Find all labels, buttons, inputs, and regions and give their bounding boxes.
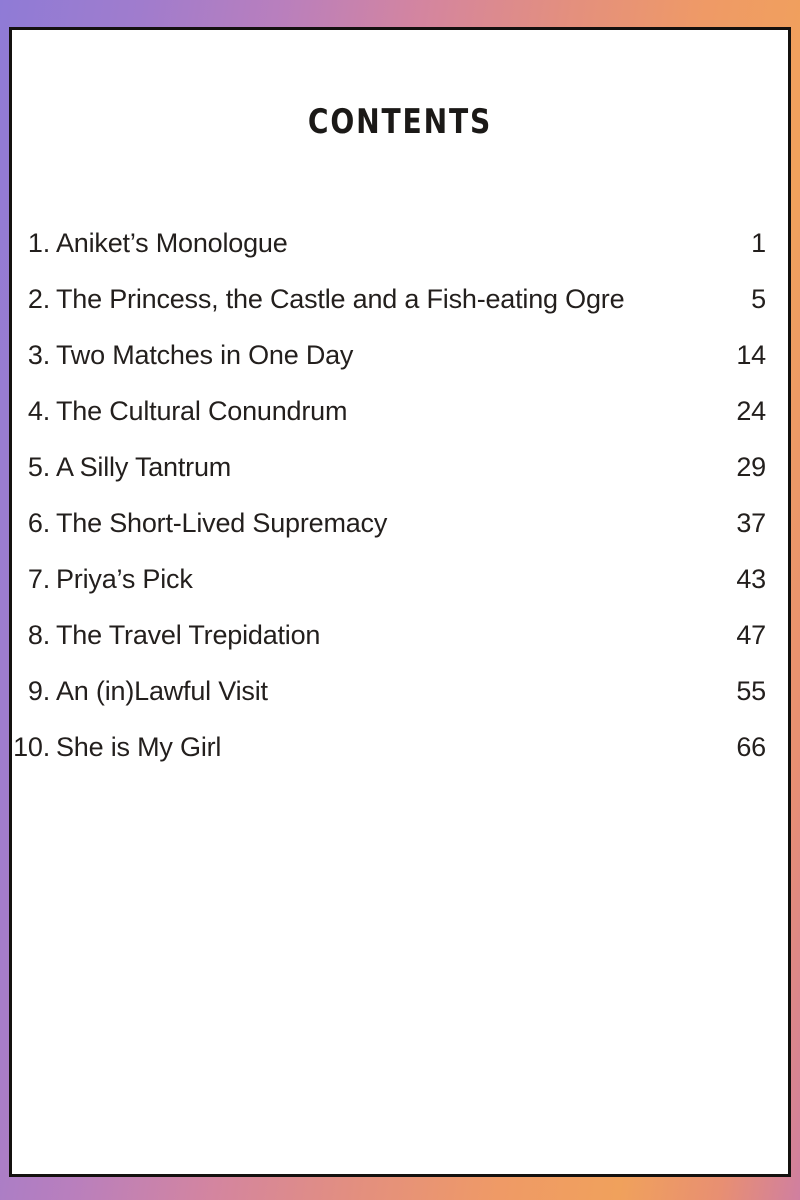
- entry-number: 8.: [27, 620, 50, 650]
- page-title: CONTENTS: [307, 102, 493, 142]
- entry-title: Aniket’s Monologue: [56, 228, 288, 258]
- entry-number: 9.: [27, 676, 50, 706]
- entry-page-number: 5: [751, 284, 766, 314]
- entry-title: An (in)Lawful Visit: [56, 676, 268, 706]
- entry-number: 4.: [27, 396, 50, 426]
- entry-number: 6.: [27, 508, 50, 538]
- list-item[interactable]: [4, 228, 766, 284]
- entry-number: 1.: [27, 228, 50, 258]
- entry-number: 3.: [27, 340, 50, 370]
- list-item[interactable]: [4, 564, 766, 620]
- list-item[interactable]: [4, 732, 766, 788]
- entry-title: The Travel Trepidation: [56, 620, 321, 650]
- list-item[interactable]: [4, 676, 766, 732]
- entry-number: 5.: [27, 452, 50, 482]
- list-item[interactable]: [4, 284, 766, 340]
- entry-page-number: 24: [736, 396, 766, 426]
- entry-page-number: 37: [736, 508, 766, 538]
- entry-page-number: 14: [736, 340, 766, 370]
- entry-title: The Cultural Conundrum: [56, 396, 348, 426]
- entry-page-number: 1: [751, 228, 766, 258]
- entry-page-number: 43: [736, 564, 766, 594]
- list-item[interactable]: [4, 508, 766, 564]
- table-of-contents-list: [4, 228, 766, 788]
- entry-title: Priya’s Pick: [56, 564, 193, 594]
- entry-number: 10.: [13, 732, 50, 762]
- entry-number: 2.: [27, 284, 50, 314]
- book-page: [9, 27, 791, 1177]
- entry-page-number: 47: [736, 620, 766, 650]
- list-item[interactable]: [4, 340, 766, 396]
- entry-title: The Short-Lived Supremacy: [56, 508, 388, 538]
- entry-title: The Princess, the Castle and a Fish-eating Ogre: [56, 284, 625, 314]
- entry-title: Two Matches in One Day: [56, 340, 354, 370]
- page-content: [12, 30, 788, 1174]
- list-item[interactable]: [4, 620, 766, 676]
- entry-page-number: 55: [736, 676, 766, 706]
- entry-page-number: 29: [736, 452, 766, 482]
- entry-number: 7.: [27, 564, 50, 594]
- entry-title: A Silly Tantrum: [56, 452, 232, 482]
- list-item[interactable]: [4, 452, 766, 508]
- entry-title: She is My Girl: [56, 732, 222, 762]
- entry-page-number: 66: [736, 732, 766, 762]
- list-item[interactable]: [4, 396, 766, 452]
